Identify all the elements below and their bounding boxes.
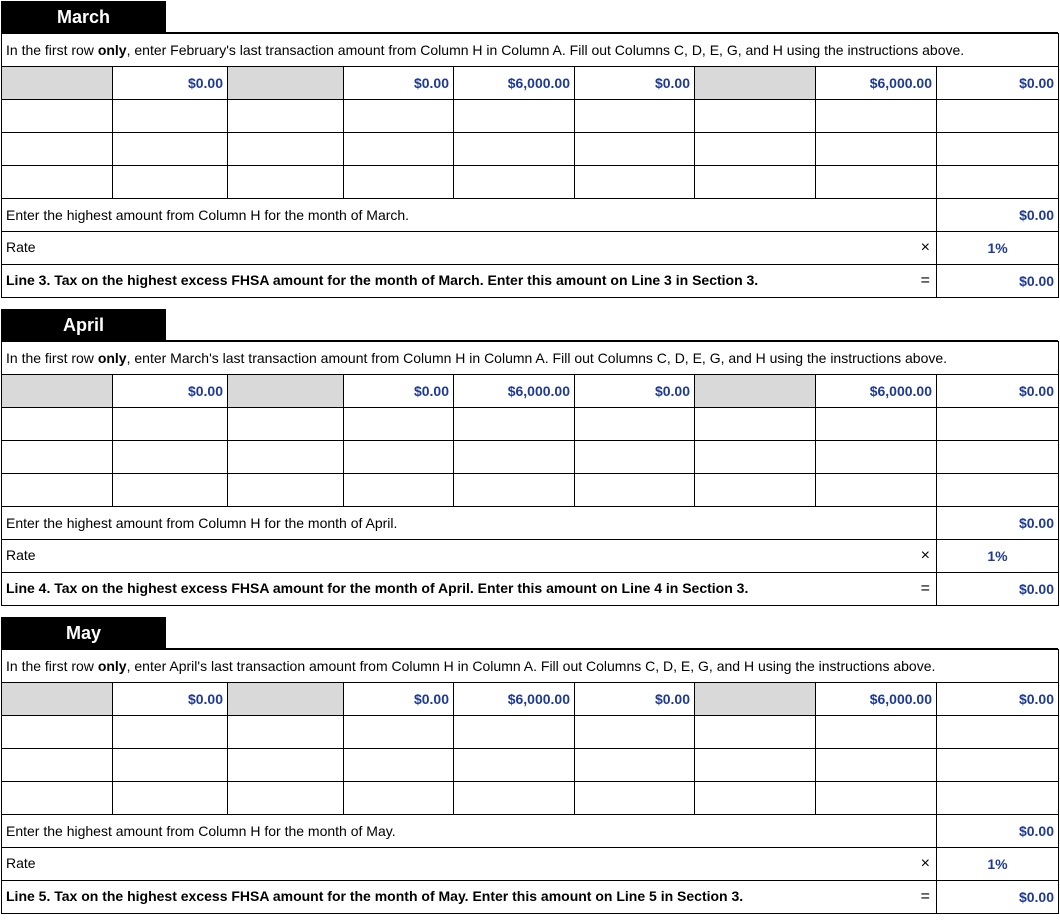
instruction-post: , enter March's last transaction amount from Column H in Column A. Fill out Columns C, D, E, G, and H using the instructions above.	[126, 350, 948, 366]
table-row	[2, 474, 1059, 507]
entry-cell[interactable]	[937, 441, 1059, 474]
amount-cell[interactable]: $0.00	[575, 683, 695, 716]
entry-cell[interactable]	[454, 408, 575, 441]
month-section-april	[0, 308, 1060, 608]
entry-cell[interactable]	[695, 166, 816, 199]
line-row	[2, 573, 1059, 606]
instruction-text	[2, 34, 1059, 67]
highest-value[interactable]: $0.00	[937, 507, 1059, 540]
entry-cell[interactable]	[454, 441, 575, 474]
amount-cell[interactable]: $0.00	[113, 375, 228, 408]
entry-cell[interactable]	[816, 474, 937, 507]
line-value[interactable]: $0.00	[937, 573, 1059, 606]
table-row	[2, 133, 1059, 166]
entry-cell[interactable]	[575, 782, 695, 815]
entry-cell[interactable]	[695, 474, 816, 507]
amount-cell	[695, 683, 816, 716]
amount-cell	[228, 375, 344, 408]
amount-cell[interactable]: $6,000.00	[454, 67, 575, 100]
entry-cell[interactable]	[937, 100, 1059, 133]
line-label: Line 4. Tax on the highest excess FHSA amount for the month of April. Enter this amount on Line 4 in Section 3.	[6, 580, 749, 596]
month-tab: May	[1, 617, 166, 649]
entry-cell[interactable]	[2, 408, 113, 441]
equals-icon: =	[920, 580, 930, 597]
equals-icon: =	[920, 272, 930, 289]
instruction-bold: only	[97, 350, 127, 366]
month-tab: April	[1, 309, 166, 341]
line-label-cell	[2, 573, 937, 606]
table-row	[2, 782, 1059, 815]
entry-cell[interactable]	[113, 100, 228, 133]
amount-cell	[695, 375, 816, 408]
entry-cell[interactable]	[2, 474, 113, 507]
entry-cell[interactable]	[113, 133, 228, 166]
transaction-table	[1, 341, 1059, 606]
amount-cell[interactable]: $6,000.00	[816, 67, 937, 100]
amount-cell	[2, 683, 113, 716]
amount-cell[interactable]: $6,000.00	[454, 683, 575, 716]
line-row	[2, 881, 1059, 914]
instruction-pre: In the first row	[6, 350, 98, 366]
entry-cell[interactable]	[454, 716, 575, 749]
entry-cell[interactable]	[695, 716, 816, 749]
entry-cell[interactable]	[937, 782, 1059, 815]
table-row	[2, 166, 1059, 199]
amount-cell	[228, 67, 344, 100]
entry-cell[interactable]	[228, 133, 344, 166]
entry-cell[interactable]	[454, 749, 575, 782]
table-row	[2, 441, 1059, 474]
entry-cell[interactable]	[228, 441, 344, 474]
highest-label: Enter the highest amount from Column H for the month of March.	[2, 199, 937, 232]
rate-label: Rate	[6, 855, 36, 871]
instruction-bold: only	[97, 42, 127, 58]
equals-icon: =	[920, 888, 930, 905]
entry-cell[interactable]	[937, 716, 1059, 749]
amount-cell[interactable]: $6,000.00	[816, 375, 937, 408]
line-label: Line 5. Tax on the highest excess FHSA amount for the month of May. Enter this amount on Line 5 in Section 3.	[6, 888, 744, 904]
entry-cell[interactable]	[2, 100, 113, 133]
entry-cell[interactable]	[344, 408, 454, 441]
instruction-text	[2, 650, 1059, 683]
rate-label-cell	[2, 540, 937, 573]
entry-cell[interactable]	[695, 441, 816, 474]
table-row	[2, 408, 1059, 441]
amount-cell[interactable]: $0.00	[937, 683, 1059, 716]
entry-cell[interactable]	[695, 100, 816, 133]
entry-cell[interactable]	[816, 716, 937, 749]
entry-cell[interactable]	[228, 408, 344, 441]
entry-cell[interactable]	[344, 166, 454, 199]
rate-value: 1%	[937, 848, 1059, 881]
entry-cell[interactable]	[228, 782, 344, 815]
entry-cell[interactable]	[454, 100, 575, 133]
instruction-pre: In the first row	[6, 42, 98, 58]
table-row	[2, 67, 1059, 100]
entry-cell[interactable]	[937, 133, 1059, 166]
month-section-march	[0, 0, 1060, 300]
entry-cell[interactable]	[575, 408, 695, 441]
entry-cell[interactable]	[575, 749, 695, 782]
amount-cell[interactable]: $0.00	[344, 375, 454, 408]
instruction-text	[2, 342, 1059, 375]
entry-cell[interactable]	[695, 782, 816, 815]
transaction-table	[1, 33, 1059, 298]
instruction-post: , enter April's last transaction amount from Column H in Column A. Fill out Columns C, D, E, G, and H using the instructions above.	[126, 658, 936, 674]
entry-cell[interactable]	[816, 133, 937, 166]
amount-cell[interactable]: $0.00	[344, 67, 454, 100]
rate-row	[2, 540, 1059, 573]
entry-cell[interactable]	[816, 166, 937, 199]
entry-cell[interactable]	[344, 716, 454, 749]
entry-cell[interactable]	[113, 408, 228, 441]
highest-label: Enter the highest amount from Column H for the month of May.	[2, 815, 937, 848]
entry-cell[interactable]	[575, 441, 695, 474]
entry-cell[interactable]	[695, 749, 816, 782]
rate-row	[2, 848, 1059, 881]
highest-row	[2, 507, 1059, 540]
line-value[interactable]: $0.00	[937, 881, 1059, 914]
month-section-may	[0, 616, 1060, 916]
entry-cell[interactable]	[344, 100, 454, 133]
line-row	[2, 265, 1059, 298]
entry-cell[interactable]	[454, 133, 575, 166]
entry-cell[interactable]	[113, 441, 228, 474]
entry-cell[interactable]	[228, 100, 344, 133]
amount-cell[interactable]: $0.00	[575, 375, 695, 408]
entry-cell[interactable]	[575, 100, 695, 133]
highest-label: Enter the highest amount from Column H for the month of April.	[2, 507, 937, 540]
line-value[interactable]: $0.00	[937, 265, 1059, 298]
entry-cell[interactable]	[937, 474, 1059, 507]
highest-value[interactable]: $0.00	[937, 199, 1059, 232]
entry-cell[interactable]	[937, 749, 1059, 782]
entry-cell[interactable]	[113, 166, 228, 199]
entry-cell[interactable]	[695, 133, 816, 166]
rate-value: 1%	[937, 540, 1059, 573]
entry-cell[interactable]	[575, 474, 695, 507]
rate-row	[2, 232, 1059, 265]
entry-cell[interactable]	[2, 749, 113, 782]
amount-cell[interactable]: $0.00	[575, 67, 695, 100]
entry-cell[interactable]	[344, 133, 454, 166]
entry-cell[interactable]	[816, 749, 937, 782]
entry-cell[interactable]	[344, 474, 454, 507]
rate-label-cell	[2, 232, 937, 265]
entry-cell[interactable]	[113, 716, 228, 749]
line-label-cell	[2, 881, 937, 914]
entry-cell[interactable]	[228, 749, 344, 782]
amount-cell	[2, 67, 113, 100]
entry-cell[interactable]	[816, 100, 937, 133]
amount-cell[interactable]: $0.00	[113, 67, 228, 100]
table-row	[2, 100, 1059, 133]
entry-cell[interactable]	[2, 441, 113, 474]
amount-cell	[695, 67, 816, 100]
entry-cell[interactable]	[113, 749, 228, 782]
table-row	[2, 749, 1059, 782]
entry-cell[interactable]	[454, 166, 575, 199]
entry-cell[interactable]	[937, 408, 1059, 441]
transaction-table	[1, 649, 1059, 914]
multiply-icon: ×	[920, 547, 930, 564]
entry-cell[interactable]	[575, 716, 695, 749]
highest-row	[2, 815, 1059, 848]
entry-cell[interactable]	[2, 133, 113, 166]
amount-cell[interactable]: $0.00	[937, 67, 1059, 100]
rate-value: 1%	[937, 232, 1059, 265]
instruction-bold: only	[97, 658, 127, 674]
amount-cell[interactable]: $6,000.00	[454, 375, 575, 408]
table-row	[2, 716, 1059, 749]
highest-row	[2, 199, 1059, 232]
month-tab: March	[1, 1, 166, 33]
amount-cell[interactable]: $0.00	[937, 375, 1059, 408]
multiply-icon: ×	[920, 239, 930, 256]
entry-cell[interactable]	[2, 166, 113, 199]
entry-cell[interactable]	[575, 166, 695, 199]
entry-cell[interactable]	[816, 441, 937, 474]
entry-cell[interactable]	[344, 749, 454, 782]
entry-cell[interactable]	[454, 474, 575, 507]
entry-cell[interactable]	[816, 408, 937, 441]
entry-cell[interactable]	[695, 408, 816, 441]
entry-cell[interactable]	[228, 166, 344, 199]
amount-cell	[228, 683, 344, 716]
entry-cell[interactable]	[816, 782, 937, 815]
entry-cell[interactable]	[937, 166, 1059, 199]
table-row	[2, 683, 1059, 716]
line-label-cell	[2, 265, 937, 298]
entry-cell[interactable]	[575, 133, 695, 166]
multiply-icon: ×	[920, 855, 930, 872]
table-row	[2, 375, 1059, 408]
highest-value[interactable]: $0.00	[937, 815, 1059, 848]
entry-cell[interactable]	[113, 474, 228, 507]
line-label: Line 3. Tax on the highest excess FHSA amount for the month of March. Enter this amount on Line 3 in Section 3.	[6, 272, 759, 288]
rate-label: Rate	[6, 239, 36, 255]
amount-cell	[2, 375, 113, 408]
instruction-pre: In the first row	[6, 658, 98, 674]
entry-cell[interactable]	[344, 441, 454, 474]
instruction-post: , enter February's last transaction amount from Column H in Column A. Fill out Columns C, D, E, G, and H using the instructions above.	[126, 42, 965, 58]
entry-cell[interactable]	[454, 782, 575, 815]
amount-cell[interactable]: $0.00	[113, 683, 228, 716]
entry-cell[interactable]	[228, 716, 344, 749]
entry-cell[interactable]	[2, 716, 113, 749]
entry-cell[interactable]	[2, 782, 113, 815]
rate-label: Rate	[6, 547, 36, 563]
entry-cell[interactable]	[228, 474, 344, 507]
rate-label-cell	[2, 848, 937, 881]
amount-cell[interactable]: $0.00	[344, 683, 454, 716]
entry-cell[interactable]	[113, 782, 228, 815]
amount-cell[interactable]: $6,000.00	[816, 683, 937, 716]
entry-cell[interactable]	[344, 782, 454, 815]
